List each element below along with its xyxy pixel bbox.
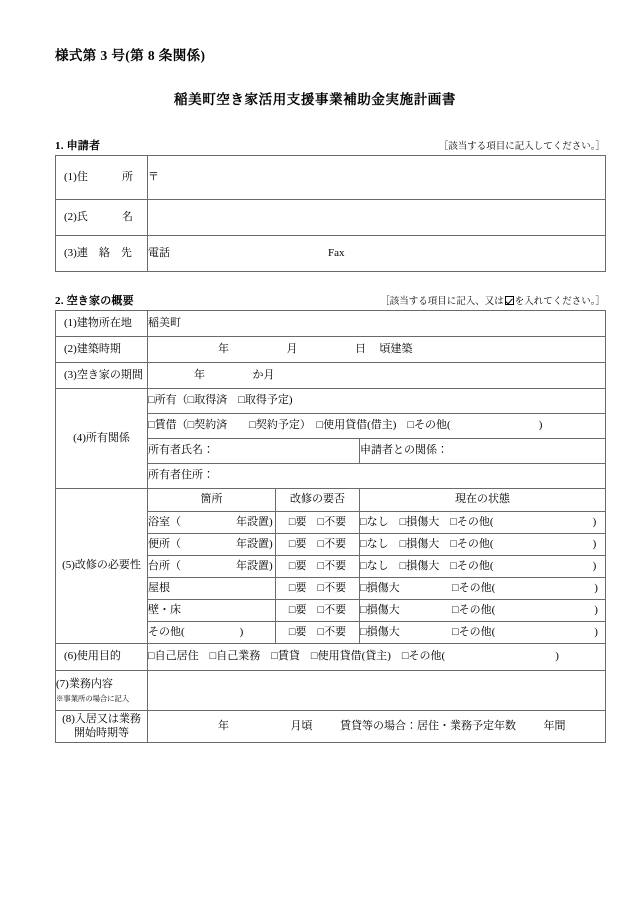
checked-box-icon [505, 296, 514, 305]
applicant-address-field[interactable] [148, 156, 606, 200]
business-content-label-cell [56, 671, 148, 711]
renovation-place-bath: 浴室（ 年設置) [148, 512, 276, 534]
start-period-label-cell [56, 711, 148, 743]
ownership-label-cell [56, 389, 148, 489]
applicant-name-label-cell [56, 200, 148, 236]
renovation-need-kitchen[interactable]: □要 □不要 [276, 556, 360, 578]
applicant-contact-field[interactable] [148, 236, 606, 272]
start-years-label: 年間 [543, 719, 566, 732]
construction-period-label-cell [56, 337, 148, 363]
form-number: 様式第 3 号(第 8 条関係) [55, 48, 206, 63]
start-period-label-line2: 開始時期等 [74, 726, 129, 739]
renovation-state-bath[interactable]: □なし □損傷大 □その他( ) [360, 512, 606, 534]
business-content-note: ※事業所の場合に記入 [56, 693, 129, 703]
section2-heading: 2. 空き家の概要 [55, 295, 134, 307]
renovation-place-toilet: 便所（ 年設置) [148, 534, 276, 556]
table-row [56, 311, 606, 337]
construction-year-label: 年 [218, 342, 229, 355]
applicant-contact-label: (3)連 絡 先 [64, 246, 132, 259]
owner-relation-field[interactable] [360, 439, 606, 464]
section1-note: ［該当する項目に記入してください。］ [438, 142, 605, 152]
construction-month-label: 月 [286, 342, 298, 355]
renovation-state-wallfloor[interactable] [360, 600, 606, 622]
renovation-need-bath[interactable]: □要 □不要 [276, 512, 360, 534]
postal-mark: 〒 [148, 170, 159, 183]
section1-heading: 1. 申請者 [55, 140, 101, 152]
applicant-name-label-b: 名 [122, 210, 133, 223]
applicant-table [55, 155, 606, 272]
table-row [56, 156, 606, 200]
renovation-place-wallfloor: 壁・床 [148, 600, 276, 622]
start-period-label-line1: (8)入居又は業務 [62, 712, 141, 725]
vacancy-months-label: か月 [252, 368, 275, 381]
table-row [56, 236, 606, 272]
table-row [56, 711, 606, 743]
ownership-lease-line: □賃借（□契約済 □契約予定） □使用貸借(借主) □その他( ) [148, 419, 543, 432]
renovation-label: (5)改修の必要性 [62, 559, 141, 572]
business-content-label: (7)業務内容 [56, 677, 113, 690]
owner-address-field[interactable] [148, 464, 606, 489]
renovation-place-roof: 屋根 [148, 578, 276, 600]
vacant-house-table [55, 310, 606, 743]
start-year-label: 年 [218, 719, 229, 732]
fax-label: Fax [328, 246, 345, 259]
applicant-address-label-cell [56, 156, 148, 200]
start-rent-note: 賃貸等の場合：居住・業務予定年数 [340, 719, 516, 732]
renovation-state-kitchen[interactable]: □なし □損傷大 □その他( ) [360, 556, 606, 578]
vacancy-year-label: 年 [194, 368, 205, 381]
renovation-header-need: 改修の要否 [276, 489, 360, 512]
renovation-state-other-other: □その他( ) [452, 625, 598, 638]
renovation-state-roof-other: □その他( ) [452, 581, 598, 594]
renovation-place-kitchen: 台所（ 年設置) [148, 556, 276, 578]
ownership-label: (4)所有関係 [73, 431, 130, 444]
building-location-field[interactable] [148, 311, 606, 337]
table-row [56, 671, 606, 711]
table-row [56, 644, 606, 671]
renovation-state-wallfloor-damage: □損傷大 [360, 603, 400, 616]
table-row [56, 337, 606, 363]
renovation-state-other[interactable] [360, 622, 606, 644]
owner-name-field[interactable] [148, 439, 360, 464]
table-row [56, 363, 606, 389]
vacancy-duration-field[interactable] [148, 363, 606, 389]
renovation-need-roof[interactable]: □要 □不要 [276, 578, 360, 600]
renovation-need-toilet[interactable]: □要 □不要 [276, 534, 360, 556]
applicant-address-label-a: (1)住 [64, 170, 88, 183]
ownership-own-options[interactable] [148, 389, 606, 414]
purpose-label-cell [56, 644, 148, 671]
renovation-header-place: 箇所 [148, 489, 276, 512]
construction-period-label: (2)建築時期 [64, 342, 121, 355]
section2-note-suffix: を入れてください。］ [514, 297, 605, 307]
applicant-contact-label-cell [56, 236, 148, 272]
construction-suffix-label: 頃建築 [379, 342, 413, 355]
renovation-state-wallfloor-other: □その他( ) [452, 603, 598, 616]
table-row [56, 200, 606, 236]
construction-period-field[interactable] [148, 337, 606, 363]
business-content-field[interactable] [148, 671, 606, 711]
purpose-options-text: □自己居住 □自己業務 □賃貸 □使用貸借(貸主) □その他( ) [148, 650, 559, 663]
renovation-label-cell [56, 489, 148, 644]
ownership-lease-options[interactable] [148, 414, 606, 439]
building-location-value: 稲美町 [148, 316, 181, 329]
start-month-label: 月頃 [290, 719, 313, 732]
page-title: 稲美町空き家活用支援事業補助金実施計画書 [174, 92, 456, 107]
start-period-field[interactable] [148, 711, 606, 743]
applicant-address-label-b: 所 [122, 170, 133, 183]
owner-name-label: 所有者氏名： [148, 444, 214, 457]
renovation-state-roof[interactable] [360, 578, 606, 600]
owner-address-label: 所有者住所： [148, 469, 214, 482]
construction-day-label: 日 [355, 342, 366, 355]
telephone-label: 電話 [148, 246, 170, 259]
renovation-state-toilet[interactable]: □なし □損傷大 □その他( ) [360, 534, 606, 556]
applicant-name-field[interactable] [148, 200, 606, 236]
section2-note [380, 293, 605, 307]
renovation-state-other-damage: □損傷大 [360, 625, 400, 638]
purpose-options[interactable] [148, 644, 606, 671]
section2-note-prefix: ［該当する項目に記入、又は [380, 297, 504, 307]
table-row [56, 389, 606, 414]
renovation-need-wallfloor[interactable]: □要 □不要 [276, 600, 360, 622]
purpose-label: (6)使用目的 [64, 650, 121, 663]
renovation-state-roof-damage: □損傷大 [360, 581, 400, 594]
renovation-need-other[interactable]: □要 □不要 [276, 622, 360, 644]
table-row [56, 489, 606, 512]
vacancy-duration-label-cell [56, 363, 148, 389]
renovation-header-state: 現在の状態 [360, 489, 606, 512]
building-location-label: (1)建物所在地 [64, 316, 132, 329]
building-location-label-cell [56, 311, 148, 337]
applicant-name-label-a: (2)氏 [64, 210, 88, 223]
vacancy-duration-label: (3)空き家の期間 [64, 368, 143, 381]
renovation-place-other: その他( ) [148, 622, 276, 644]
ownership-own-line: □所有（□取得済 □取得予定) [148, 394, 293, 407]
owner-relation-label: 申請者との関係： [360, 444, 448, 457]
